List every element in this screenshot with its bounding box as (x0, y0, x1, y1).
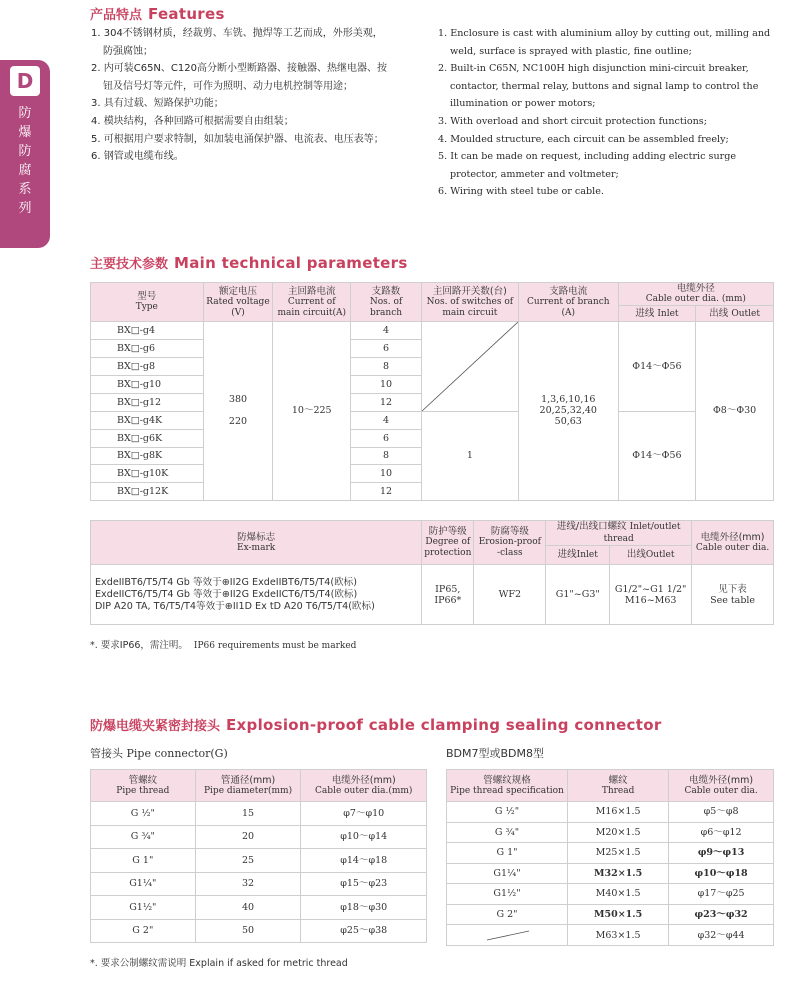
switches-cell: 1 (421, 412, 518, 501)
branches-cell: 8 (351, 447, 422, 465)
feature-item-en: 1. Enclosure is cast with aluminium alloy by cutting out, milling and weld, surface is sprayed with plastic, fine outline; (438, 28, 771, 57)
branches-cell: 4 (351, 412, 422, 430)
table-row: G ¾" M20×1.5 φ6～φ12 (447, 822, 774, 843)
features-title-cn: 产品特点 (90, 8, 143, 23)
exmark-line: DIP A20 TA, T6/T5/T4等效于⊕II1D Ex tD A20 T6/T5/T4(欧标) (95, 600, 375, 612)
branch-current-cell: 1,3,6,10,16 20,25,32,40 50,63 (518, 322, 618, 501)
feature-item-en: 5. It can be made on request, including adding electric surge protector, ammeter and voltmeter; (438, 151, 737, 180)
table-row: G1¼" M32×1.5 φ10～φ18 (447, 863, 774, 884)
features-list-en (438, 25, 783, 201)
exmark-cell (91, 565, 422, 625)
inlet-cell: Φ14～Φ56 (618, 412, 696, 501)
header-branch-current: 支路电流 Current of branch (A) (518, 283, 618, 322)
switches-empty-cell (421, 322, 518, 412)
bdm-spec-empty-cell (447, 925, 568, 946)
header-bdm-spec: 管螺纹规格 Pipe thread specification (447, 770, 568, 802)
bdm-title: BDM7型或BDM8型 (446, 747, 545, 760)
header-voltage: 额定电压 Rated voltage (V) (203, 283, 273, 322)
header-corrosion: 防腐等级 Erosion-proof -class (474, 521, 546, 565)
connector-title-en: Explosion-proof cable clamping sealing connector (226, 716, 662, 734)
feature-item-cn: 5. 可根据用户要求特制，如加装电涌保护器、电流表、电压表等； (91, 133, 384, 145)
category-side-tab (0, 60, 50, 248)
feature-item-en: 2. Built-in C65N, NC100H high disjunction mini-circuit breaker, contactor, thermal relay, buttons and signal lamp to control the illumination or power motors; (438, 63, 759, 110)
category-letter: D (10, 66, 40, 96)
header-branches: 支路数 Nos. of branch (351, 283, 422, 322)
features-list-cn (91, 25, 391, 166)
type-cell: BX□-g12 (91, 394, 204, 412)
feature-item-cn: 4. 模块结构，各种回路可根据需要自由组装； (91, 115, 294, 127)
type-cell: BX□-g12K (91, 483, 204, 501)
cable-dia-cell: 见下表 See table (692, 565, 774, 625)
protection-cell: IP65, IP66* (422, 565, 474, 625)
header-thread-outlet: 出线Outlet (610, 546, 692, 565)
connector-title-cn: 防爆电缆夹紧密封接头 (90, 719, 221, 734)
voltage-cell: 380 220 (203, 322, 273, 501)
table-row: G 1" 25 φ14～φ18 (91, 849, 427, 873)
header-cable: 电缆外径 Cable outer dia. (mm) (618, 283, 773, 306)
type-cell: BX□-g6K (91, 429, 204, 447)
feature-item-en: 4. Moulded structure, each circuit can be assembled freely; (438, 133, 729, 145)
table-row: G1½" 40 φ18～φ30 (91, 896, 427, 920)
type-cell: BX□-g6 (91, 340, 204, 358)
diagonal-line (447, 925, 567, 945)
feature-item-en: 3. With overload and short circuit protection functions; (438, 115, 707, 127)
category-label: 防爆防腐系列 (18, 106, 32, 216)
header-protection: 防护等级 Degree of protection (422, 521, 474, 565)
pipe-connector-table (90, 769, 427, 943)
header-thread-inlet: 进线Inlet (546, 546, 610, 565)
table-row: G ¾" 20 φ10～φ14 (91, 825, 427, 849)
params-title (90, 253, 408, 272)
header-pipe-cable: 电缆外径(mm) Cable outer dia.(mm) (301, 770, 427, 802)
table-row: M63×1.5 φ32～φ44 (447, 925, 774, 946)
header-pipe-thread: 管螺纹 Pipe thread (91, 770, 196, 802)
connector-title (90, 715, 662, 734)
params-title-en: Main technical parameters (174, 254, 408, 272)
type-cell: BX□-g10 (91, 376, 204, 394)
feature-item-cn: 3. 具有过载、短路保护功能； (91, 98, 224, 110)
table-row: G 2" 50 φ25～φ38 (91, 919, 427, 943)
branches-cell: 6 (351, 429, 422, 447)
ip66-note: *. 要求IP66，需注明。 IP66 requirements must be marked (90, 640, 357, 651)
branches-cell: 4 (351, 322, 422, 340)
feature-item-cn: 2. 内可装C65N、C120高分断小型断路器、接触器、热继电器、按钮及信号灯等元件，可作为照明、动力电机控制等用途； (91, 63, 387, 92)
branches-cell: 10 (351, 376, 422, 394)
header-inlet: 进线 Inlet (618, 306, 696, 322)
main-current-cell: 10～225 (273, 322, 351, 501)
header-pipe-diameter: 管通径(mm) Pipe diameter(mm) (195, 770, 301, 802)
outlet-thread-cell: G1/2"~G1 1/2" M16~M63 (610, 565, 692, 625)
exmark-table (90, 520, 774, 625)
header-switches: 主回路开关数(台) Nos. of switches of main circuit (421, 283, 518, 322)
header-type: 型号 Type (91, 283, 204, 322)
features-title (90, 4, 225, 23)
table-row: G 2" M50×1.5 φ23～φ32 (447, 904, 774, 925)
params-title-cn: 主要技术参数 (90, 257, 169, 272)
header-cable-dia: 电缆外径(mm) Cable outer dia. (692, 521, 774, 565)
outlet-cell: Φ8～Φ30 (696, 322, 774, 501)
header-bdm-thread: 螺纹 Thread (568, 770, 669, 802)
params-table (90, 282, 774, 501)
inlet-cell: Φ14～Φ56 (618, 322, 696, 412)
type-cell: BX□-g4K (91, 412, 204, 430)
table-row: G 1" M25×1.5 φ9～φ13 (447, 843, 774, 864)
type-cell: BX□-g8K (91, 447, 204, 465)
header-bdm-cable: 电缆外径(mm) Cable outer dia. (669, 770, 774, 802)
pipe-connector-title: 管接头 Pipe connector(G) (90, 747, 228, 760)
table-row: G ½" 15 φ7～φ10 (91, 802, 427, 826)
branches-cell: 8 (351, 358, 422, 376)
header-exmark: 防爆标志 Ex-mark (91, 521, 422, 565)
branches-cell: 10 (351, 465, 422, 483)
type-cell: BX□-g4 (91, 322, 204, 340)
header-outlet: 出线 Outlet (696, 306, 774, 322)
branches-cell: 12 (351, 394, 422, 412)
type-cell: BX□-g8 (91, 358, 204, 376)
table-row: G1¼" 32 φ15～φ23 (91, 872, 427, 896)
diagonal-line (422, 322, 518, 411)
feature-item-en: 6. Wiring with steel tube or cable. (438, 186, 604, 198)
corrosion-cell: WF2 (474, 565, 546, 625)
branches-cell: 6 (351, 340, 422, 358)
table-row: G ½" M16×1.5 φ5～φ8 (447, 802, 774, 823)
header-main-current: 主回路电流 Current of main circuit(A) (273, 283, 351, 322)
type-cell: BX□-g10K (91, 465, 204, 483)
feature-item-cn: 6. 钢管或电缆布线。 (91, 151, 184, 163)
inlet-thread-cell: G1"~G3" (546, 565, 610, 625)
bdm-table (446, 769, 774, 946)
header-thread: 进线/出线口螺纹 Inlet/outlet thread (546, 521, 692, 546)
exmark-line: ExdeIICT6/T5/T4 Gb 等效于⊕II2G ExdeIICT6/T5/T4(欧标) (95, 588, 358, 600)
branches-cell: 12 (351, 483, 422, 501)
features-title-en: Features (148, 5, 225, 23)
metric-thread-note: *. 要求公制螺纹需说明 Explain if asked for metric thread (90, 958, 348, 969)
feature-item-cn: 1. 304不锈钢材质，经裁剪、车铣、抛焊等工艺而成，外形美观，防强腐蚀； (91, 28, 383, 57)
exmark-line: ExdeIIBT6/T5/T4 Gb 等效于⊕II2G ExdeIIBT6/T5/T4(欧标) (95, 576, 358, 588)
table-row: G1½" M40×1.5 φ17～φ25 (447, 884, 774, 905)
